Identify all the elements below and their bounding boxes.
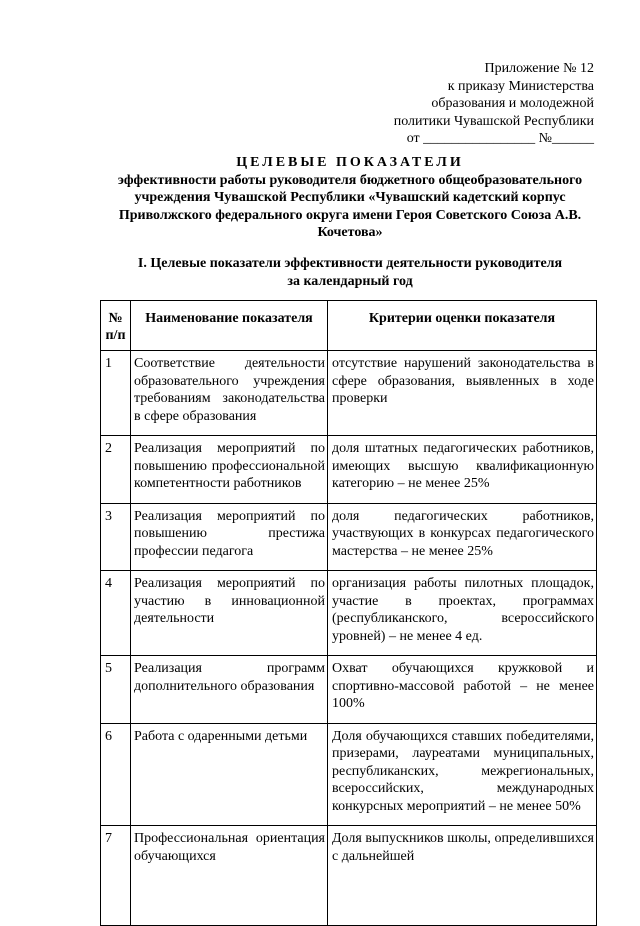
- row-criteria-cell: Охват обучающихся кружковой и спортивно-массовой работой – не менее 100%: [328, 656, 597, 724]
- row-number-cell: 5: [101, 656, 131, 724]
- row-name-cell: Реализация мероприятий по повышению престижа профессии педагога: [131, 503, 328, 571]
- annex-republic-line: политики Чувашской Республики: [393, 113, 594, 129]
- table-row: [101, 826, 597, 926]
- row-name-cell: Реализация мероприятий по повышению профессиональной компетентности работников: [131, 436, 328, 504]
- row-name-cell: Соответствие деятельности образовательного учреждения требованиям законодательства в сфере образования: [131, 351, 328, 436]
- title-heading: ЦЕЛЕВЫЕ ПОКАЗАТЕЛИ: [236, 155, 464, 170]
- indicators-table: [100, 300, 597, 926]
- document-title: [100, 154, 600, 242]
- row-number-cell: 7: [101, 826, 131, 926]
- row-number-cell: 2: [101, 436, 131, 504]
- header-indicator-name: Наименование показателя: [131, 301, 328, 351]
- annex-ministry-line: образования и молодежной: [431, 96, 594, 111]
- row-criteria-cell: доля педагогических работников, участвующих в конкурсах педагогического мастерства – не менее 25%: [328, 503, 597, 571]
- row-criteria-cell: Доля выпускников школы, определившихся с дальнейшей: [328, 826, 597, 926]
- row-name-cell: Работа с одаренными детьми: [131, 723, 328, 826]
- table-row: [101, 723, 597, 826]
- table-row: [101, 436, 597, 504]
- table-header-row: [101, 301, 597, 351]
- title-text: эффективности работы руководителя бюджетного общеобразовательного учреждения Чувашской Республики «Чувашский кадетский корпус Приволжского федерального округа имени Героя Советского Союза А.В. Кочетова»: [117, 172, 583, 240]
- section-heading-line2: за календарный год: [287, 273, 413, 289]
- header-criteria: Критерии оценки показателя: [328, 301, 597, 351]
- table-row: [101, 351, 597, 436]
- row-criteria-cell: организация работы пилотных площадок, участие в проектах, программах (республиканского, всероссийского уровней) – не менее 4 ед.: [328, 571, 597, 656]
- row-criteria-cell: отсутствие нарушений законодательства в сфере образования, выявленных в ходе проверки: [328, 351, 597, 436]
- table-row: [101, 503, 597, 571]
- row-number-cell: 4: [101, 571, 131, 656]
- header-number: № п/п: [101, 301, 131, 351]
- row-name-cell: Профессиональная ориентация обучающихся: [131, 826, 328, 926]
- row-name-cell: Реализация программ дополнительного образования: [131, 656, 328, 724]
- section-heading: [100, 255, 600, 290]
- annex-header: [394, 60, 594, 148]
- row-number-cell: 3: [101, 503, 131, 571]
- table-row: [101, 571, 597, 656]
- annex-order-line: к приказу Министерства: [447, 78, 594, 94]
- row-number-cell: 1: [101, 351, 131, 436]
- table-row: [101, 656, 597, 724]
- annex-date-number-line: от ________________ №______: [406, 131, 594, 146]
- row-criteria-cell: доля штатных педагогических работников, имеющих высшую квалификационную категорию – не менее 25%: [328, 436, 597, 504]
- row-criteria-cell: Доля обучающихся ставших победителями, призерами, лауреатами муниципальных, республиканских, межрегиональных, всероссийских, международных конкурсных мероприятий – не менее 50%: [328, 723, 597, 826]
- row-number-cell: 6: [101, 723, 131, 826]
- annex-number: Приложение № 12: [484, 61, 594, 76]
- section-heading-line1: I. Целевые показатели эффективности деятельности руководителя: [137, 256, 563, 271]
- row-name-cell: Реализация мероприятий по участию в инновационной деятельности: [131, 571, 328, 656]
